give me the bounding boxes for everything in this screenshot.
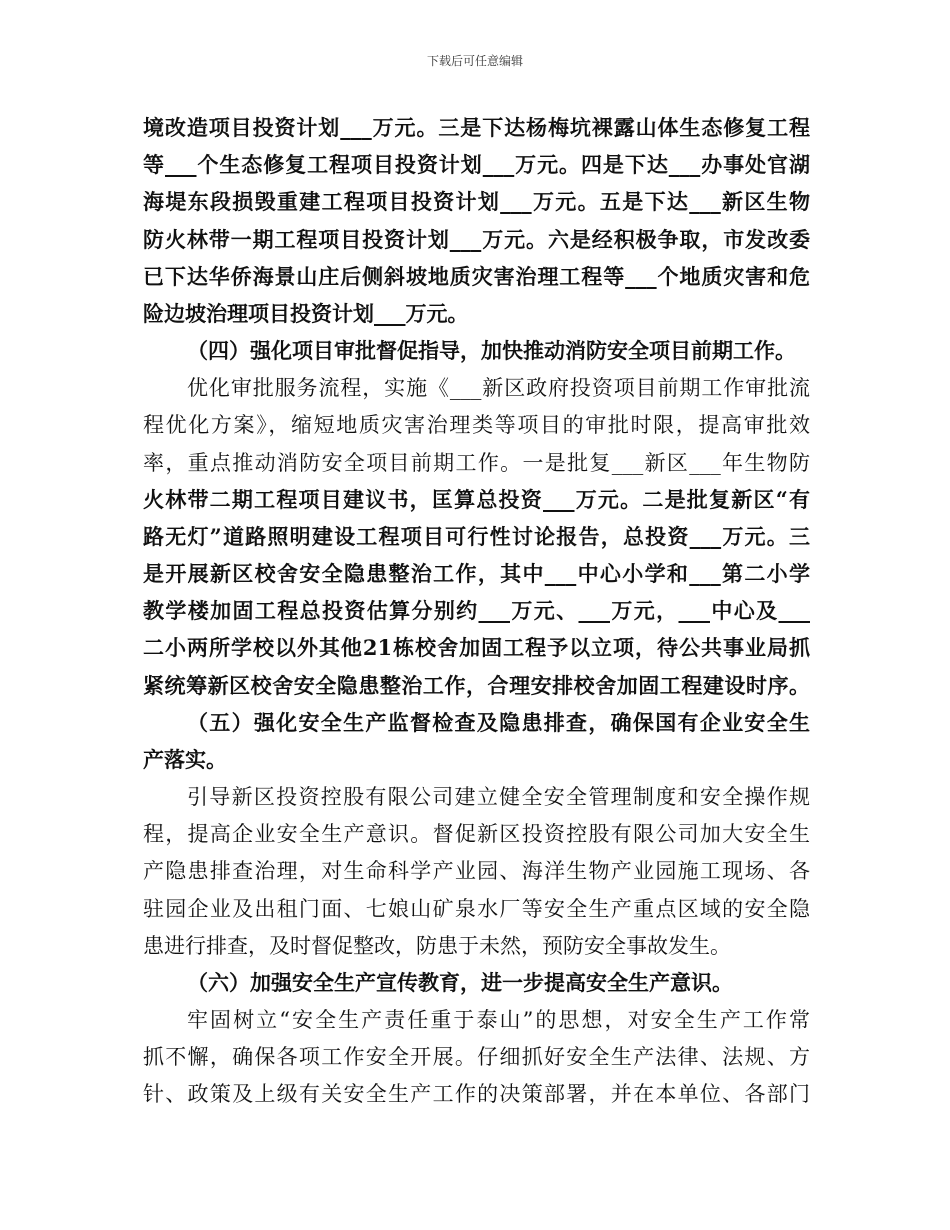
body-line: 二小两所学校以外其他21栋校舍加固工程予以立项，待公共事业局抓: [143, 635, 810, 660]
body-line: 火林带二期工程项目建议书，匡算总投资___万元。二是批复新区“有: [143, 487, 810, 512]
body-line: 患进行排查，及时督促整改，防患于未然，预防安全事故发生。: [143, 934, 731, 958]
body-line: 优化审批服务流程，实施《___新区政府投资项目前期工作审批流: [187, 376, 810, 400]
body-line: 牢固树立“安全生产责任重于泰山”的思想，对安全生产工作常: [187, 1008, 810, 1032]
section-heading-5: （五）强化安全生产监督检查及隐患排查，确保国有企业安全生: [187, 710, 810, 735]
body-line: 境改造项目投资计划___万元。三是下达杨梅坑裸露山体生态修复工程: [143, 115, 810, 140]
body-line: 产隐患排查治理，对生命科学产业园、海洋生物产业园施工现场、各: [143, 859, 810, 883]
section-heading-6: （六）加强安全生产宣传教育，进一步提高安全生产意识。: [187, 970, 733, 995]
body-line: 程，提高企业安全生产意识。督促新区投资控股有限公司加大安全生: [143, 822, 810, 846]
section-heading-4: （四）强化项目审批督促指导，加快推动消防安全项目前期工作。: [187, 338, 796, 363]
section-heading-5-cont: 产落实。: [143, 747, 227, 772]
body-line: 已下达华侨海景山庄后侧斜坡地质灾害治理工程等___个地质灾害和危: [143, 264, 810, 289]
body-line: 针、政策及上级有关安全生产工作的决策部署，并在本单位、各部门: [143, 1082, 810, 1106]
body-line: 率，重点推动消防安全项目前期工作。一是批复___新区___年生物防: [143, 451, 810, 475]
body-line: 紧统筹新区校舍安全隐患整治工作，合理安排校舍加固工程建设时序。: [143, 673, 810, 698]
body-line: 驻园企业及出租门面、七娘山矿泉水厂等安全生产重点区域的安全隐: [143, 897, 810, 921]
body-line: 教学楼加固工程总投资估算分别约___万元、___万元，___中心及___: [143, 598, 810, 623]
body-line: 等___个生态修复工程项目投资计划___万元。四是下达___办事处官湖: [143, 152, 810, 177]
body-line: 是开展新区校舍安全隐患整治工作，其中___中心小学和___第二小学: [143, 561, 810, 586]
body-line: 险边坡治理项目投资计划___万元。: [143, 301, 469, 326]
body-line: 程优化方案》，缩短地质灾害治理类等项目的审批时限，提高审批效: [143, 413, 810, 437]
page-header: 下载后可任意编辑: [426, 54, 523, 68]
body-line: 路无灯”道路照明建设工程项目可行性讨论报告，总投资___万元。三: [143, 524, 810, 549]
body-line: 防火林带一期工程项目投资计划___万元。六是经积极争取，市发改委: [143, 227, 810, 252]
body-line: 海堤东段损毁重建工程项目投资计划___万元。五是下达___新区生物: [143, 189, 810, 214]
body-line: 引导新区投资控股有限公司建立健全安全管理制度和安全操作规: [187, 785, 810, 809]
body-line: 抓不懈，确保各项工作安全开展。仔细抓好安全生产法律、法规、方: [143, 1045, 810, 1069]
